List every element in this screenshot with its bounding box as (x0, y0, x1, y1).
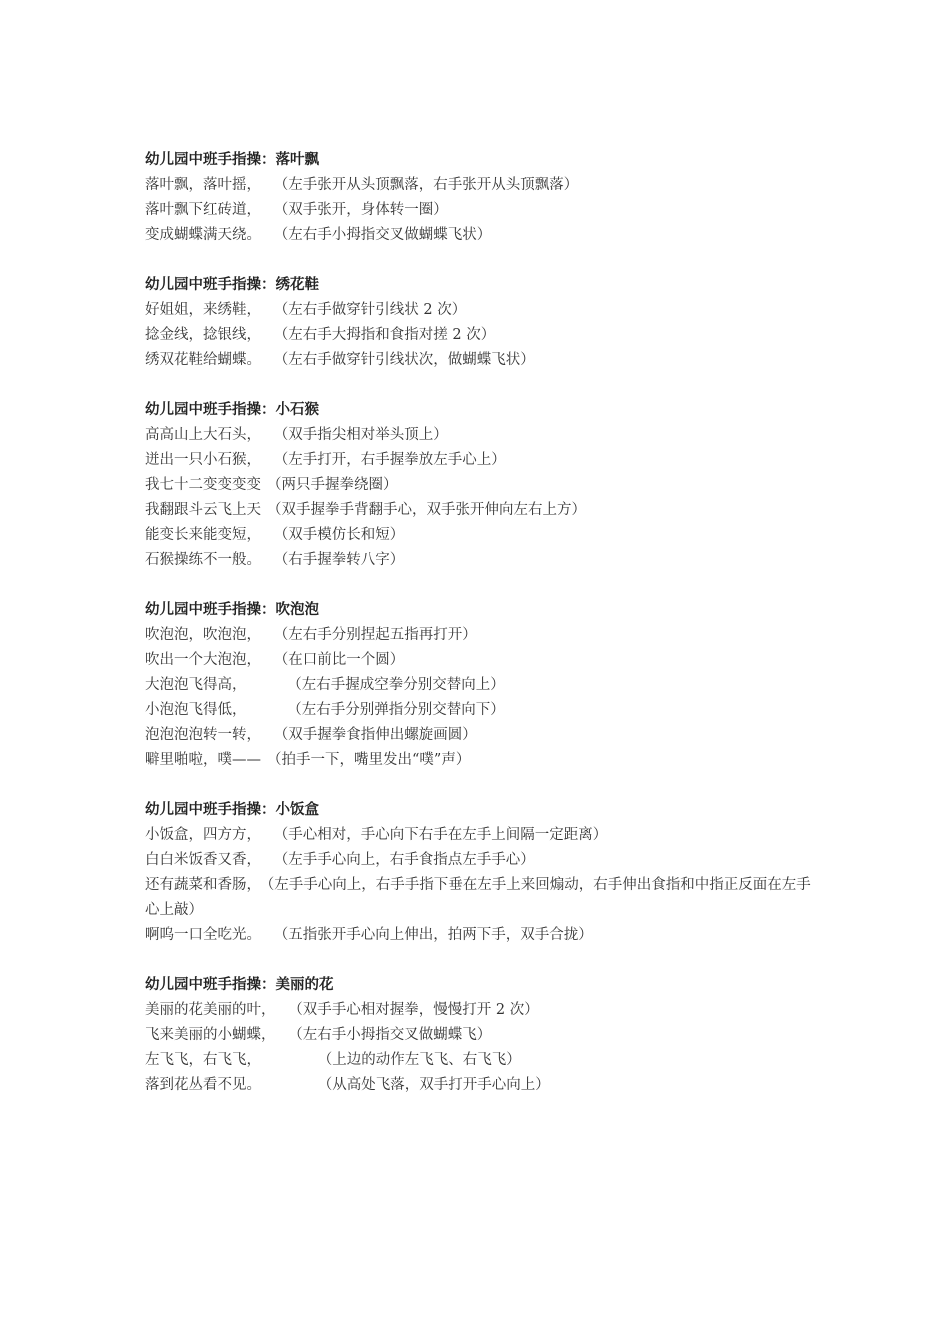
verse-text: 左飞飞，右飞飞， (145, 1052, 261, 1068)
rhyme-line (145, 348, 825, 373)
action-instruction: （左右手小拇指交叉做蝴蝶飞状） (281, 227, 492, 243)
action-instruction: （双手握拳食指伸出螺旋画圆） (281, 727, 477, 743)
rhyme-line (145, 723, 825, 748)
rhyme-line (145, 748, 825, 773)
rhyme-line (145, 1048, 825, 1073)
rhyme-line (145, 473, 825, 498)
verse-text: 吹出一个大泡泡， (145, 652, 261, 668)
verse-text: 石猴操练不一般。 (145, 552, 261, 568)
section-title: 幼儿园中班手指操：小饭盒 (145, 802, 319, 818)
rhyme-line (145, 523, 825, 548)
rhyme-line (145, 648, 825, 673)
rhyme-line (145, 823, 825, 848)
rhyme-line (145, 698, 825, 723)
action-instruction: （双手模仿长和短） (281, 527, 405, 543)
verse-text: 啊呜一口全吃光。 (145, 927, 261, 943)
verse-text: 美丽的花美丽的叶， (145, 1002, 276, 1018)
action-instruction: （拍手一下，嘴里发出“噗”声） (267, 752, 471, 768)
rhyme-section (145, 973, 825, 1098)
action-instruction: （两只手握拳绕圈） (267, 477, 398, 493)
section-title: 幼儿园中班手指操：小石猴 (145, 402, 319, 418)
verse-text: 高高山上大石头， (145, 427, 261, 443)
action-instruction: （左右手握成空拳分别交替向上） (294, 677, 505, 693)
action-instruction: （左右手分别捏起五指再打开） (281, 627, 477, 643)
rhyme-section (145, 148, 825, 248)
section-title: 幼儿园中班手指操：绣花鞋 (145, 277, 319, 293)
action-instruction: （五指张开手心向上伸出，拍两下手，双手合拢） (281, 927, 593, 943)
verse-text: 捻金线，捻银线， (145, 327, 261, 343)
section-title: 幼儿园中班手指操：美丽的花 (145, 977, 334, 993)
verse-text: 落叶飘，落叶摇， (145, 177, 261, 193)
document-page (145, 148, 825, 1123)
verse-text: 好姐姐，来绣鞋， (145, 302, 261, 318)
rhyme-line (145, 623, 825, 648)
verse-text: 噼里啪啦，噗—— (145, 752, 261, 768)
verse-text: 白白米饭香又香， (145, 852, 261, 868)
verse-text: 还有蔬菜和香肠， (145, 877, 261, 893)
action-instruction: （双手张开，身体转一圈） (281, 202, 448, 218)
rhyme-section (145, 273, 825, 373)
verse-text: 落叶飘下红砖道， (145, 202, 261, 218)
rhyme-line (145, 998, 825, 1023)
rhyme-line (145, 448, 825, 473)
action-instruction: （双手指尖相对举头顶上） (281, 427, 448, 443)
action-instruction: （左右手大拇指和食指对搓 2 次） (281, 327, 496, 343)
action-instruction: （双手手心相对握拳，慢慢打开 2 次） (295, 1002, 539, 1018)
rhyme-line (145, 298, 825, 323)
rhyme-line (145, 848, 825, 873)
action-instruction: （双手握拳手背翻手心，双手张开伸向左右上方） (267, 502, 586, 518)
rhyme-line (145, 498, 825, 523)
action-instruction: （从高处飞落，双手打开手心向上） (325, 1077, 550, 1093)
action-instruction: （左手打开，右手握拳放左手心上） (281, 452, 506, 468)
verse-text: 泡泡泡泡转一转， (145, 727, 261, 743)
verse-text: 落到花丛看不见。 (145, 1077, 261, 1093)
verse-text: 我翻跟斗云飞上天 (145, 502, 261, 518)
action-instruction: （左手手心向上，右手食指点左手手心） (281, 852, 535, 868)
verse-text: 迸出一只小石猴， (145, 452, 261, 468)
action-instruction: （在口前比一个圆） (281, 652, 405, 668)
verse-text: 飞来美丽的小蝴蝶， (145, 1027, 276, 1043)
rhyme-line (145, 198, 825, 223)
action-instruction: （左右手做穿针引线状次，做蝴蝶飞状） (281, 352, 535, 368)
action-instruction: （手心相对，手心向下右手在左手上间隔一定距离） (281, 827, 608, 843)
verse-text: 大泡泡飞得高， (145, 677, 247, 693)
verse-text: 能变长来能变短， (145, 527, 261, 543)
rhyme-line (145, 173, 825, 198)
verse-text: 我七十二变变变变 (145, 477, 261, 493)
rhyme-section (145, 798, 825, 948)
rhyme-section (145, 398, 825, 573)
action-instruction: （左手张开从头顶飘落，右手张开从头顶飘落） (281, 177, 579, 193)
action-instruction: （左右手小拇指交叉做蝴蝶飞） (295, 1027, 492, 1043)
action-instruction: （上边的动作左飞飞、右飞飞） (325, 1052, 521, 1068)
rhyme-section (145, 598, 825, 773)
verse-text: 变成蝴蝶满天绕。 (145, 227, 261, 243)
verse-text: 绣双花鞋给蝴蝶。 (145, 352, 261, 368)
rhyme-line (145, 548, 825, 573)
rhyme-line (145, 873, 825, 923)
rhyme-line (145, 1073, 825, 1098)
verse-text: 小饭盒，四方方， (145, 827, 261, 843)
rhyme-line (145, 673, 825, 698)
action-instruction: （左右手分别弹指分别交替向下） (294, 702, 505, 718)
action-instruction: （左手手心向上，右手手指下垂在左手上来回煽动，右手伸出食指和中指正反面在左手心上敲） (145, 877, 811, 918)
verse-text: 吹泡泡，吹泡泡， (145, 627, 261, 643)
section-title: 幼儿园中班手指操：落叶飘 (145, 152, 319, 168)
rhyme-line (145, 223, 825, 248)
rhyme-line (145, 923, 825, 948)
verse-text: 小泡泡飞得低， (145, 702, 247, 718)
action-instruction: （右手握拳转八字） (281, 552, 405, 568)
rhyme-line (145, 423, 825, 448)
section-title: 幼儿园中班手指操：吹泡泡 (145, 602, 319, 618)
rhyme-line (145, 323, 825, 348)
action-instruction: （左右手做穿针引线状 2 次） (281, 302, 467, 318)
rhyme-line (145, 1023, 825, 1048)
